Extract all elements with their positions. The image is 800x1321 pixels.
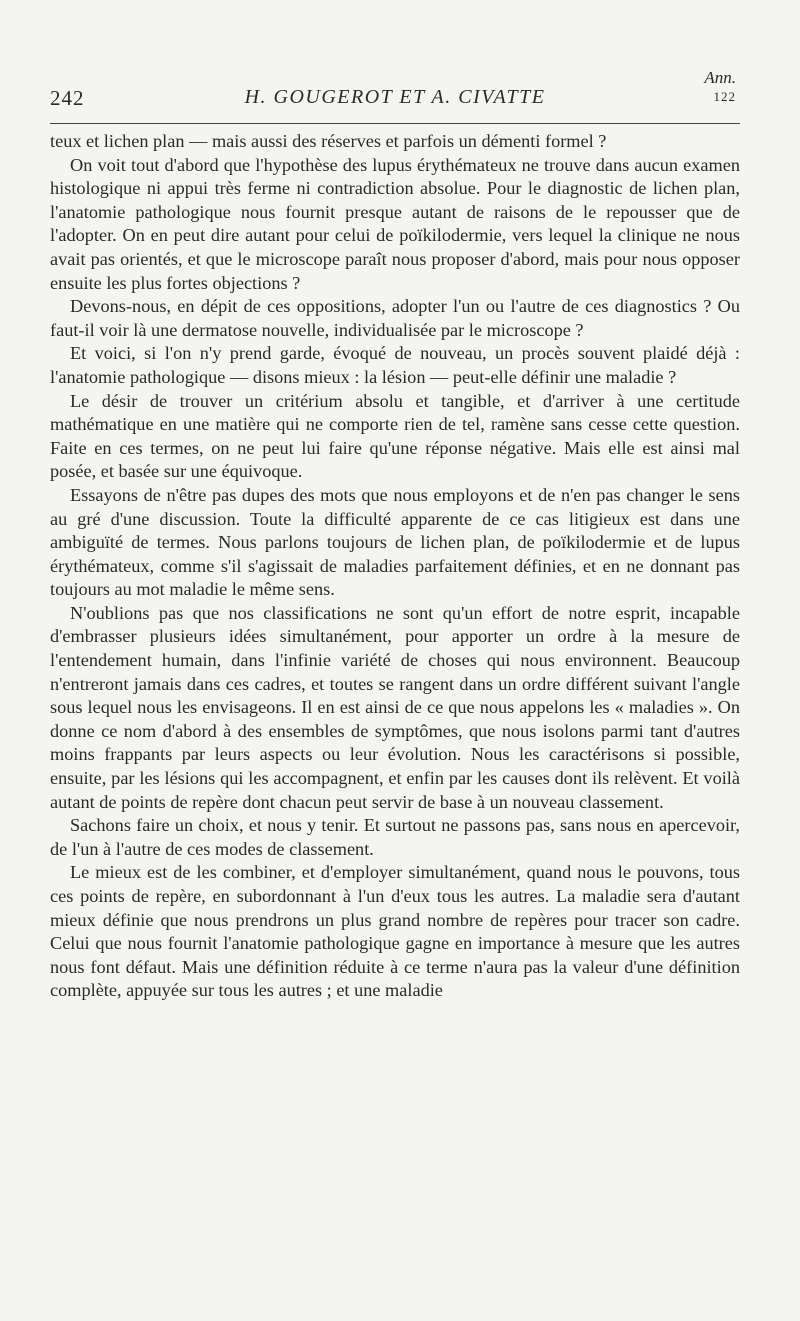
paragraph: Essayons de n'être pas dupes des mots que nous employons et de n'en pas changer le sens au gré d'une discussion. Toute la difficulté apparente de ce cas litigieux est dans une ambiguïté de termes. Nous parlons toujours de lichen plan, de poïkilodermie et de lupus érythémateux, comme s'il s'agissait de maladies parfaitement définies, et en ne donnant pas toujours au mot maladie le même sens. xyxy=(50,484,740,600)
paragraph: Et voici, si l'on n'y prend garde, évoqué de nouveau, un procès souvent plaidé déjà : l'anatomie pathologique — disons mieux : la lésion — peut-elle définir une maladie ? xyxy=(50,343,740,387)
running-title: H. GOUGEROT ET A. CIVATTE xyxy=(244,86,546,108)
issue-number: 122 xyxy=(713,89,736,104)
paragraph: On voit tout d'abord que l'hypothèse des lupus érythémateux ne trouve dans aucun examen histologique ni appui très ferme ni contradiction absolue. Pour le diagnostic de lichen plan, l'anatomie pathologique nous fournit presque autant de raisons de le repousser que de l'adopter. On en peut dire autant pour celui de poïkilodermie, vers lequel la clinique ne nous avait pas orientés, et que le microscope paraît nous proposer d'abord, mais pour nous opposer ensuite les plus fortes objections ? xyxy=(50,154,740,293)
paragraph: Le désir de trouver un critérium absolu et tangible, et d'arriver à une certitude mathématique en une matière qui ne comporte rien de tel, ramène sans cesse cette question. Faite en ces termes, on ne peut lui faire qu'une réponse négative. Mais elle est ainsi mal posée, et basée sur une équivoque. xyxy=(50,390,740,482)
journal-reference xyxy=(704,68,736,106)
paragraph: teux et lichen plan — mais aussi des réserves et parfois un démenti formel ? xyxy=(50,131,607,151)
paragraph: Devons-nous, en dépit de ces oppositions, adopter l'un ou l'autre de ces diagnostics ? Ou faut-il voir là une dermatose nouvelle, individualisée par le microscope ? xyxy=(50,296,740,340)
body-text xyxy=(50,130,740,1003)
paragraph: N'oublions pas que nos classifications ne sont qu'un effort de notre esprit, incapable d'embrasser plusieurs idées simultanément, pour apporter un ordre à la mesure de l'entendement humain, dans l'infinie variété de choses qui nous environnent. Beaucoup n'entreront jamais dans ces cadres, et toutes se rangent dans un ordre différent suivant l'angle sous lequel nous les envisageons. Il en est ainsi de ce que nous appelons les « maladies ». On donne ce nom d'abord à des ensembles de symptômes, que nous isolons parmi tant d'autres moins frappants par leurs aspects ou leur évolution. Nous les caractérisons si possible, ensuite, par les lésions qui les accompagnent, et enfin par les causes dont ils relèvent. Et voilà autant de points de repère dont chacun peut servir de base à un nouveau classement. xyxy=(50,602,740,812)
journal-abbreviation: Ann. xyxy=(704,68,736,87)
header-rule xyxy=(50,123,740,124)
paragraph: Sachons faire un choix, et nous y tenir. Et surtout ne passons pas, sans nous en apercevoir, de l'un à l'autre de ces modes de classement. xyxy=(50,815,740,859)
paragraph: Le mieux est de les combiner, et d'employer simultanément, quand nous le pouvons, tous ces points de repère, en subordonnant à l'un d'eux tous les autres. La maladie sera d'autant mieux définie que nous prendrons un plus grand nombre de repères pour tracer son cadre. Celui que nous fournit l'anatomie pathologique gagne en importance à mesure que les autres nous font défaut. Mais une définition réduite à ce terme n'aura pas la valeur d'une définition complète, appuyée sur tous les autres ; et une maladie xyxy=(50,862,740,1001)
page-number: 242 xyxy=(50,86,85,110)
page-header xyxy=(50,68,740,118)
